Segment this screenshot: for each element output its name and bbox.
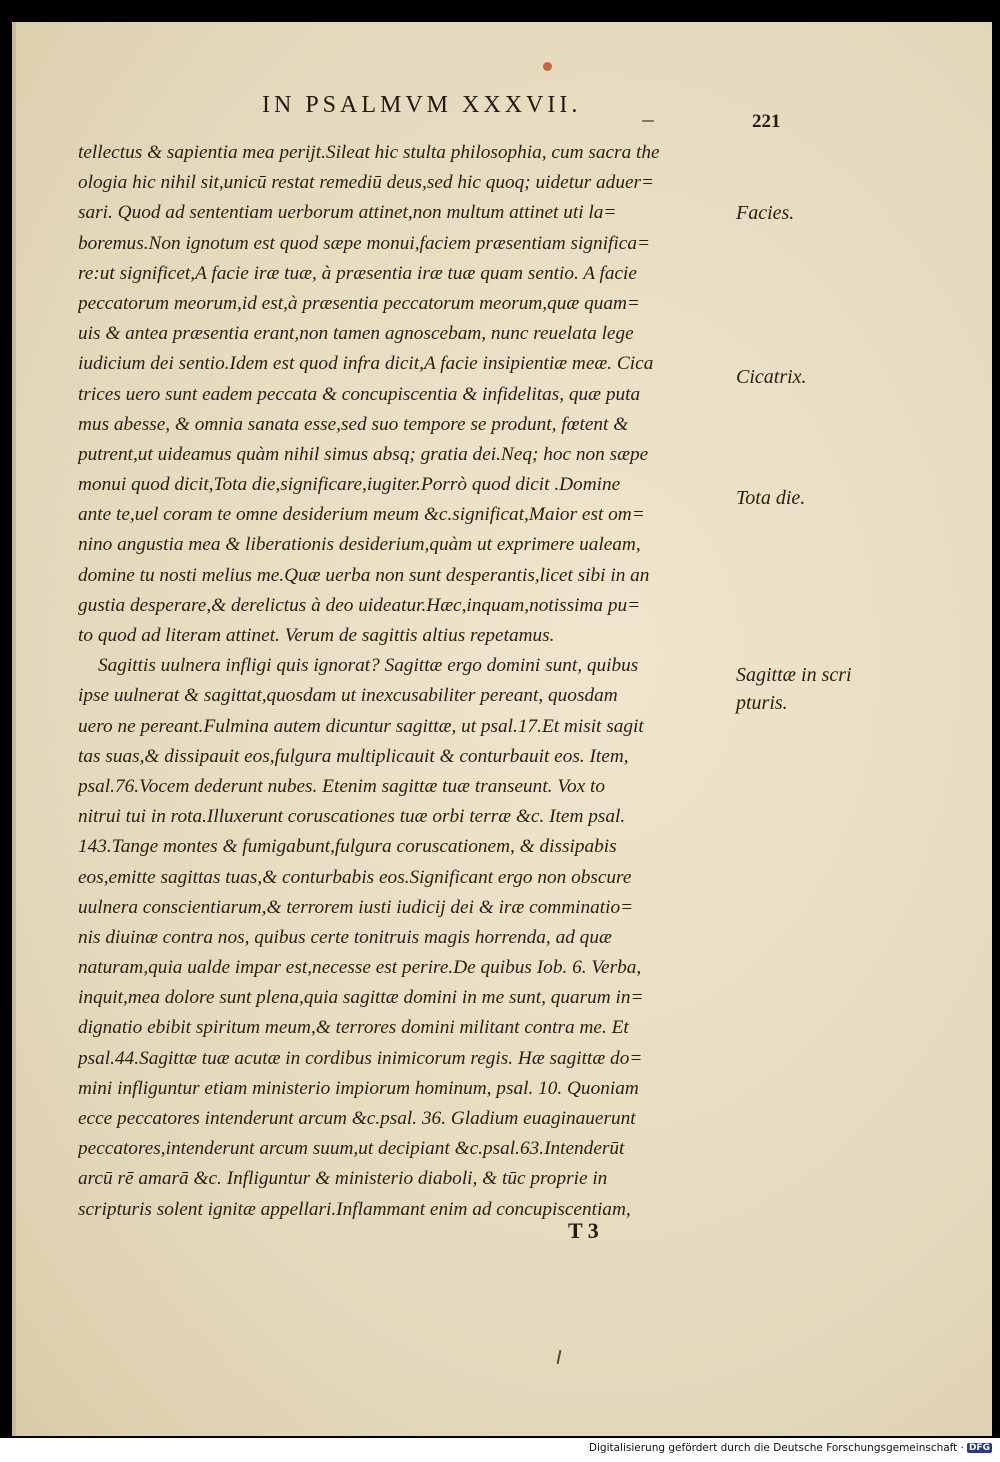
body-text [78,138,730,1225]
dfg-logo: DFG [968,1443,990,1453]
text-line: psal.44.Sagittæ tuæ acutæ in cordibus inimicorum regis. Hæ sagittæ do= [78,1047,643,1069]
ink-spot [543,62,552,71]
marginal-note-cicatrix: Cicatrix. [736,366,807,388]
text-line: nino angustia mea & liberationis desiderium,quàm ut exprimere ualeam, [78,534,641,556]
text-line: mini infliguntur etiam ministerio impiorum hominum, psal. 10. Quoniam [78,1077,639,1099]
text-line: peccatores,intenderunt arcum suum,ut decipiant &c.psal.63.Intenderūt [78,1138,625,1160]
text-line: ecce peccatores intenderunt arcum &c.psal. 36. Gladium euaginauerunt [78,1108,636,1129]
text-line: tellectus & sapientia mea perijt.Sileat hic stulta philosophia, cum sacra the [78,142,660,163]
text-line: uero ne pereant.Fulmina autem dicuntur sagittæ, ut psal.17.Et misit sagit [78,715,644,737]
text-line: monui quod dicit,Tota die,significare,iugiter.Porrò quod dicit .Domine [78,474,621,496]
marginal-note-sagittae: Sagittæ in scri [736,664,852,686]
text-line: gustia desperare,& derelictus à deo uideatur.Hæc,inquam,notissima pu= [78,594,641,616]
text-line: inquit,mea dolore sunt plena,quia sagittæ domini in me sunt, quarum in= [78,987,644,1009]
text-line: putrent,ut uideamus quàm nihil simus absq; gratia dei.Neq; hoc non sæpe [78,443,649,465]
text-line: scripturis solent ignitæ appellari.Inflammant enim ad concupiscentiam, [78,1198,631,1220]
paragraph-first-line: Sagittis uulnera infligi quis ignorat? Sagittæ ergo domini sunt, quibus [98,655,639,677]
credit-text: Digitalisierung gefördert durch die Deutsche Forschungsgemeinschaft · [588,1442,964,1454]
marginal-note-sagittae-cont: pturis. [736,692,788,714]
text-line: ologia hic nihil sit,unicū restat remediū deus,sed hic quoq; uidetur aduer= [78,172,655,194]
marginal-note-facies: Facies. [736,202,795,224]
signature-mark: T 3 [568,1218,599,1243]
text-line: tas suas,& dissipauit eos,fulgura multiplicauit & conturbauit eos. Item, [78,745,629,767]
text-line: domine tu nosti melius me.Quæ uerba non sunt desperantis,licet sibi in an [78,564,650,586]
text-line: naturam,quia ualde impar est,necesse est perire.De quibus Iob. 6. Verba, [78,957,642,979]
text-line: ante te,uel coram te omne desiderium meum &c.significat,Maior est om= [78,504,645,526]
text-line: psal.76.Vocem dederunt nubes. Etenim sagittæ tuæ transeunt. Vox to [78,775,605,797]
text-line: dignatio ebibit spiritum meum,& terrores domini militant contra me. Et [78,1017,629,1039]
text-line: peccatorum meorum,id est,à præsentia peccatorum meorum,quæ quam= [78,292,640,314]
folio-number: 221 [752,111,781,132]
text-line: uulnera conscientiarum,& terrorem iusti iudicij dei & iræ comminatio= [78,896,634,918]
text-line: nis diuinæ contra nos, quibus certe tonitruis magis horrenda, ad quæ [78,926,612,948]
text-line: nitrui tui in rota.Illuxerunt coruscationes tuæ orbi terræ &c. Item psal. [78,806,626,828]
text-line: re:ut significet,A facie iræ tuæ, à præsentia iræ tuæ quam sentio. A facie [78,262,637,284]
text-line: arcū rē amarā &c. Infliguntur & ministerio diaboli, & tūc proprie in [78,1168,608,1190]
text-line: trices uero sunt eadem peccata & concupiscentia & infidelitas, quæ puta [78,383,641,405]
text-line: mus abesse, & omnia sanata esse,sed suo tempore se produnt, fœtent & [78,413,629,435]
text-line: uis & antea præsentia erant,non tamen agnoscebam, nunc reuelata lege [78,323,634,345]
text-line: 143.Tange montes & fumigabunt,fulgura coruscationem, & dissipabis [78,836,617,858]
running-head: IN PSALMVM XXXVII. [262,92,582,118]
text-line: boremus.Non ignotum est quod sæpe monui,faciem præsentiam significa= [78,232,650,254]
text-line: ipse uulnerat & sagittat,quosdam ut inexcusabiliter pereant, quosdam [78,685,618,707]
printer-mark [642,120,654,122]
text-line: eos,emitte sagittas tuas,& conturbabis eos.Significant ergo non obscure [78,866,632,888]
text-line: to quod ad literam attinet. Verum de sagittis altius repetamus. [78,625,555,646]
text-line: sari. Quod ad sententiam uerborum attinet,non multum attinet uti la= [78,202,617,224]
text-line: iudicium dei sentio.Idem est quod infra dicit,A facie insipientiæ meæ. Cica [78,353,654,375]
funding-credit [589,1442,992,1454]
marginal-note-tota-die: Tota die. [736,487,806,509]
